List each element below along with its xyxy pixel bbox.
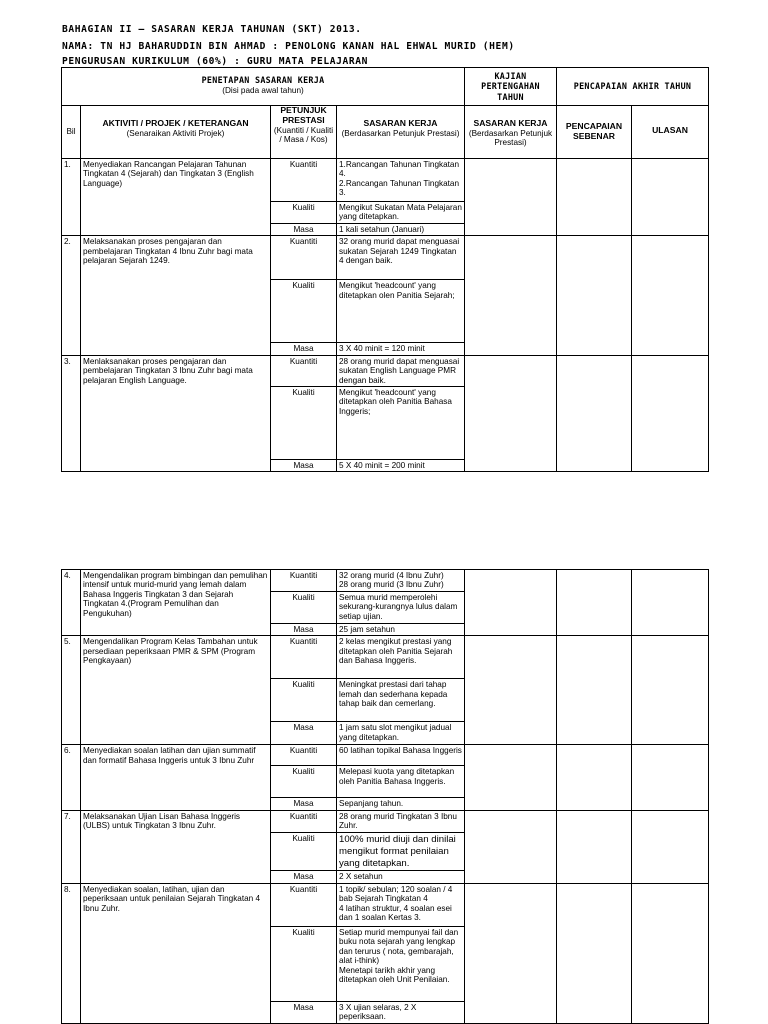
aktiviti-cell: Menyediakan Rancangan Pelajaran Tahunan Tingkatan 4 (Sejarah) dan Tingkatan 3 (English Language) xyxy=(81,159,271,236)
aktiviti-cell: Melaksanakan Ujian Lisan Bahasa Inggeris (ULBS) untuk Tingkatan 3 Ibnu Zuhr. xyxy=(81,810,271,883)
petunjuk-cell: Kualiti xyxy=(271,386,337,459)
petunjuk-cell: Masa xyxy=(271,223,337,235)
petunjuk-cell: Kuantiti xyxy=(271,570,337,592)
kajian-cell xyxy=(465,883,557,1023)
bil-cell: 6. xyxy=(62,745,81,810)
petunjuk-cell: Masa xyxy=(271,798,337,810)
sasaran-cell: 3 X ujian selaras, 2 X peperiksaan. xyxy=(337,1001,465,1023)
sasaran-cell: 3 X 40 minit = 120 minit xyxy=(337,343,465,355)
ulasan-cell xyxy=(632,236,709,355)
sasaran-cell: Mengikut 'headcount' yang ditetapkan oleh Panitia Bahasa Inggeris; xyxy=(337,386,465,459)
aktiviti-cell: Menyediakan soalan, latihan, ujian dan peperiksaan untuk penilaian Sejarah Tingkatan 4 Ibnu Zuhr. xyxy=(81,883,271,1023)
kajian-cell xyxy=(465,745,557,810)
table-row xyxy=(62,355,709,386)
aktiviti-cell: Mengendalikan Program Kelas Tambahan untuk persediaan peperiksaan PMR & SPM (Program Pengkayaan) xyxy=(81,636,271,745)
penetapan-subtitle: (Disi pada awal tahun) xyxy=(222,85,304,95)
petunjuk-cell: Kualiti xyxy=(271,766,337,798)
ulasan-header: ULASAN xyxy=(632,106,709,159)
sasaran-cell: Semua murid memperolehi sekurang-kurangnya lulus dalam setiap ujian. xyxy=(337,591,465,623)
table-row xyxy=(62,236,709,280)
bil-cell: 2. xyxy=(62,236,81,355)
sasaran2-subtitle: (Berdasarkan Petunjuk Prestasi) xyxy=(468,128,553,148)
skt-table-1 xyxy=(61,67,709,472)
sasaran-cell: 2 kelas mengikut prestasi yang ditetapkan oleh Panitia Sejarah dan Bahasa Inggeris. xyxy=(337,636,465,679)
sasaran-header xyxy=(337,106,465,159)
sasaran-cell: Melepasi kuota yang ditetapkan oleh Panitia Bahasa Inggeris. xyxy=(337,766,465,798)
sasaran-cell: 2 X setahun xyxy=(337,871,465,883)
header-line-2: NAMA: TN HJ BAHARUDDIN BIN AHMAD : PENOLONG KANAN HAL EHWAL MURID (HEM) xyxy=(62,41,515,52)
sasaran-cell: 100% murid diuji dan dinilai mengikut format penilaian yang ditetapkan. xyxy=(337,832,465,871)
pencapaian-cell xyxy=(557,745,632,810)
ulasan-cell xyxy=(632,636,709,745)
ulasan-cell xyxy=(632,745,709,810)
sasaran-cell: 1 jam satu slot mengikut jadual yang ditetapkan. xyxy=(337,722,465,745)
ulasan-cell xyxy=(632,355,709,472)
sasaran-cell: 1 topik/ sebulan; 120 soalan / 4 bab Sejarah Tingkatan 4 4 latihan struktur, 4 soalan esei dan 1 soalan Kertas 3. xyxy=(337,883,465,926)
petunjuk-cell: Kuantiti xyxy=(271,236,337,280)
sasaran2-header xyxy=(465,106,557,159)
kajian-cell xyxy=(465,236,557,355)
sasaran-cell: Mengikut 'headcount' yang ditetapkan olen Panitia Sejarah; xyxy=(337,280,465,343)
kajian-cell xyxy=(465,159,557,236)
table-row xyxy=(62,745,709,766)
pencapaian-cell xyxy=(557,636,632,745)
petunjuk-subtitle: (Kuantiti / Kualiti / Masa / Kos) xyxy=(273,125,334,145)
aktiviti-cell: Mengendalikan program bimbingan dan pemulihan intensif untuk murid-murid yang lemah dalam Bahasa Inggeris Tingkatan 3 dan Sejarah Tingkatan 4.(Program Pemulihan dan Pengukuhan) xyxy=(81,570,271,636)
table-row xyxy=(62,636,709,679)
sasaran-title: SASARAN KERJA xyxy=(363,118,438,128)
petunjuk-cell: Kuantiti xyxy=(271,159,337,202)
petunjuk-cell: Kualiti xyxy=(271,202,337,224)
pencapaian-cell xyxy=(557,355,632,472)
sasaran-cell: 60 latihan topikal Bahasa Inggeris xyxy=(337,745,465,766)
sasaran2-title: SASARAN KERJA xyxy=(473,118,548,128)
sasaran-subtitle: (Berdasarkan Petunjuk Prestasi) xyxy=(341,128,460,138)
aktiviti-subtitle: (Senaraikan Aktiviti Projek) xyxy=(126,128,225,138)
sasaran-cell: Mengikut Sukatan Mata Pelajaran yang ditetapkan. xyxy=(337,202,465,224)
sasaran-cell: 28 orang murid Tingkatan 3 Ibnu Zuhr. xyxy=(337,810,465,832)
petunjuk-cell: Masa xyxy=(271,1001,337,1023)
petunjuk-cell: Kuantiti xyxy=(271,810,337,832)
pencapaian-cell xyxy=(557,236,632,355)
petunjuk-cell: Kuantiti xyxy=(271,883,337,926)
petunjuk-cell: Masa xyxy=(271,722,337,745)
skt-table-2 xyxy=(61,569,709,1024)
pencapaian-akhir-header: PENCAPAIAN AKHIR TAHUN xyxy=(557,68,709,106)
sasaran-cell: 5 X 40 minit = 200 minit xyxy=(337,459,465,471)
ulasan-cell xyxy=(632,883,709,1023)
petunjuk-cell: Kualiti xyxy=(271,679,337,722)
petunjuk-cell: Kualiti xyxy=(271,832,337,871)
aktiviti-header xyxy=(81,106,271,159)
sasaran-cell: Sepanjang tahun. xyxy=(337,798,465,810)
petunjuk-cell: Kuantiti xyxy=(271,745,337,766)
petunjuk-cell: Masa xyxy=(271,343,337,355)
header-line-1: BAHAGIAN II – SASARAN KERJA TAHUNAN (SKT) 2013. xyxy=(62,24,362,35)
ulasan-cell xyxy=(632,159,709,236)
kajian-header: KAJIAN PERTENGAHAN TAHUN xyxy=(465,68,557,106)
sasaran-cell: Meningkat prestasi dari tahap lemah dan sederhana kepada tahap baik dan cemerlang. xyxy=(337,679,465,722)
bil-cell: 1. xyxy=(62,159,81,236)
bil-cell: 8. xyxy=(62,883,81,1023)
petunjuk-cell: Kuantiti xyxy=(271,355,337,386)
bil-cell: 3. xyxy=(62,355,81,472)
table-row xyxy=(62,810,709,832)
petunjuk-cell: Kualiti xyxy=(271,591,337,623)
petunjuk-cell: Masa xyxy=(271,623,337,635)
petunjuk-cell: Masa xyxy=(271,871,337,883)
sasaran-cell: 1 kali setahun (Januari) xyxy=(337,223,465,235)
kajian-cell xyxy=(465,355,557,472)
petunjuk-cell: Kualiti xyxy=(271,926,337,1001)
sasaran-cell: 28 orang murid dapat menguasai sukatan English Language PMR dengan baik. xyxy=(337,355,465,386)
bil-header: Bil xyxy=(62,106,81,159)
aktiviti-cell: Melaksanakan proses pengajaran dan pembelajaran Tingkatan 4 Ibnu Zuhr bagi mata pelajaran Sejarah 1249. xyxy=(81,236,271,355)
bil-cell: 5. xyxy=(62,636,81,745)
table-row xyxy=(62,883,709,926)
pencapaian-cell xyxy=(557,159,632,236)
table-row xyxy=(62,159,709,202)
ulasan-cell xyxy=(632,570,709,636)
sasaran-cell: 32 orang murid dapat menguasai sukatan Sejarah 1249 Tingkatan 4 dengan baik. xyxy=(337,236,465,280)
bil-cell: 7. xyxy=(62,810,81,883)
sasaran-cell: 25 jam setahun xyxy=(337,623,465,635)
pencapaian-cell xyxy=(557,883,632,1023)
bil-cell: 4. xyxy=(62,570,81,636)
petunjuk-cell: Kualiti xyxy=(271,280,337,343)
sasaran-cell: 32 orang murid (4 Ibnu Zuhr) 28 orang murid (3 Ibnu Zuhr) xyxy=(337,570,465,592)
pencapaian-cell xyxy=(557,810,632,883)
pencapaian-cell xyxy=(557,570,632,636)
sasaran-cell: Setiap murid mempunyai fail dan buku nota sejarah yang lengkap dan terurus ( nota, gembarajah, alat i-think) Menetapi tarikh akhir yang ditetapkan oleh Unit Penilaian. xyxy=(337,926,465,1001)
sasaran-cell: 1.Rancangan Tahunan Tingkatan 4. 2.Rancangan Tahunan Tingkatan 3. xyxy=(337,159,465,202)
kajian-cell xyxy=(465,636,557,745)
pencapaian-sebenar-header: PENCAPAIAN SEBENAR xyxy=(557,106,632,159)
kajian-cell xyxy=(465,810,557,883)
petunjuk-title: PETUNJUK PRESTASI xyxy=(280,105,327,125)
ulasan-cell xyxy=(632,810,709,883)
petunjuk-cell: Masa xyxy=(271,459,337,471)
petunjuk-header xyxy=(271,106,337,159)
header-line-3: PENGURUSAN KURIKULUM (60%) : GURU MATA PELAJARAN xyxy=(62,56,369,67)
aktiviti-cell: Menlaksanakan proses pengajaran dan pembelajaran Tingkatan 3 Ibnu Zuhr bagi mata pelajaran English Language. xyxy=(81,355,271,472)
aktiviti-cell: Menyediakan soalan latihan dan ujian summatif dan formatif Bahasa Inggeris untuk 3 Ibnu Zuhr xyxy=(81,745,271,810)
table-row xyxy=(62,570,709,592)
petunjuk-cell: Kuantiti xyxy=(271,636,337,679)
aktiviti-title: AKTIVITI / PROJEK / KETERANGAN xyxy=(102,118,249,128)
kajian-cell xyxy=(465,570,557,636)
penetapan-title: PENETAPAN SASARAN KERJA xyxy=(201,75,325,85)
penetapan-header xyxy=(62,68,465,106)
